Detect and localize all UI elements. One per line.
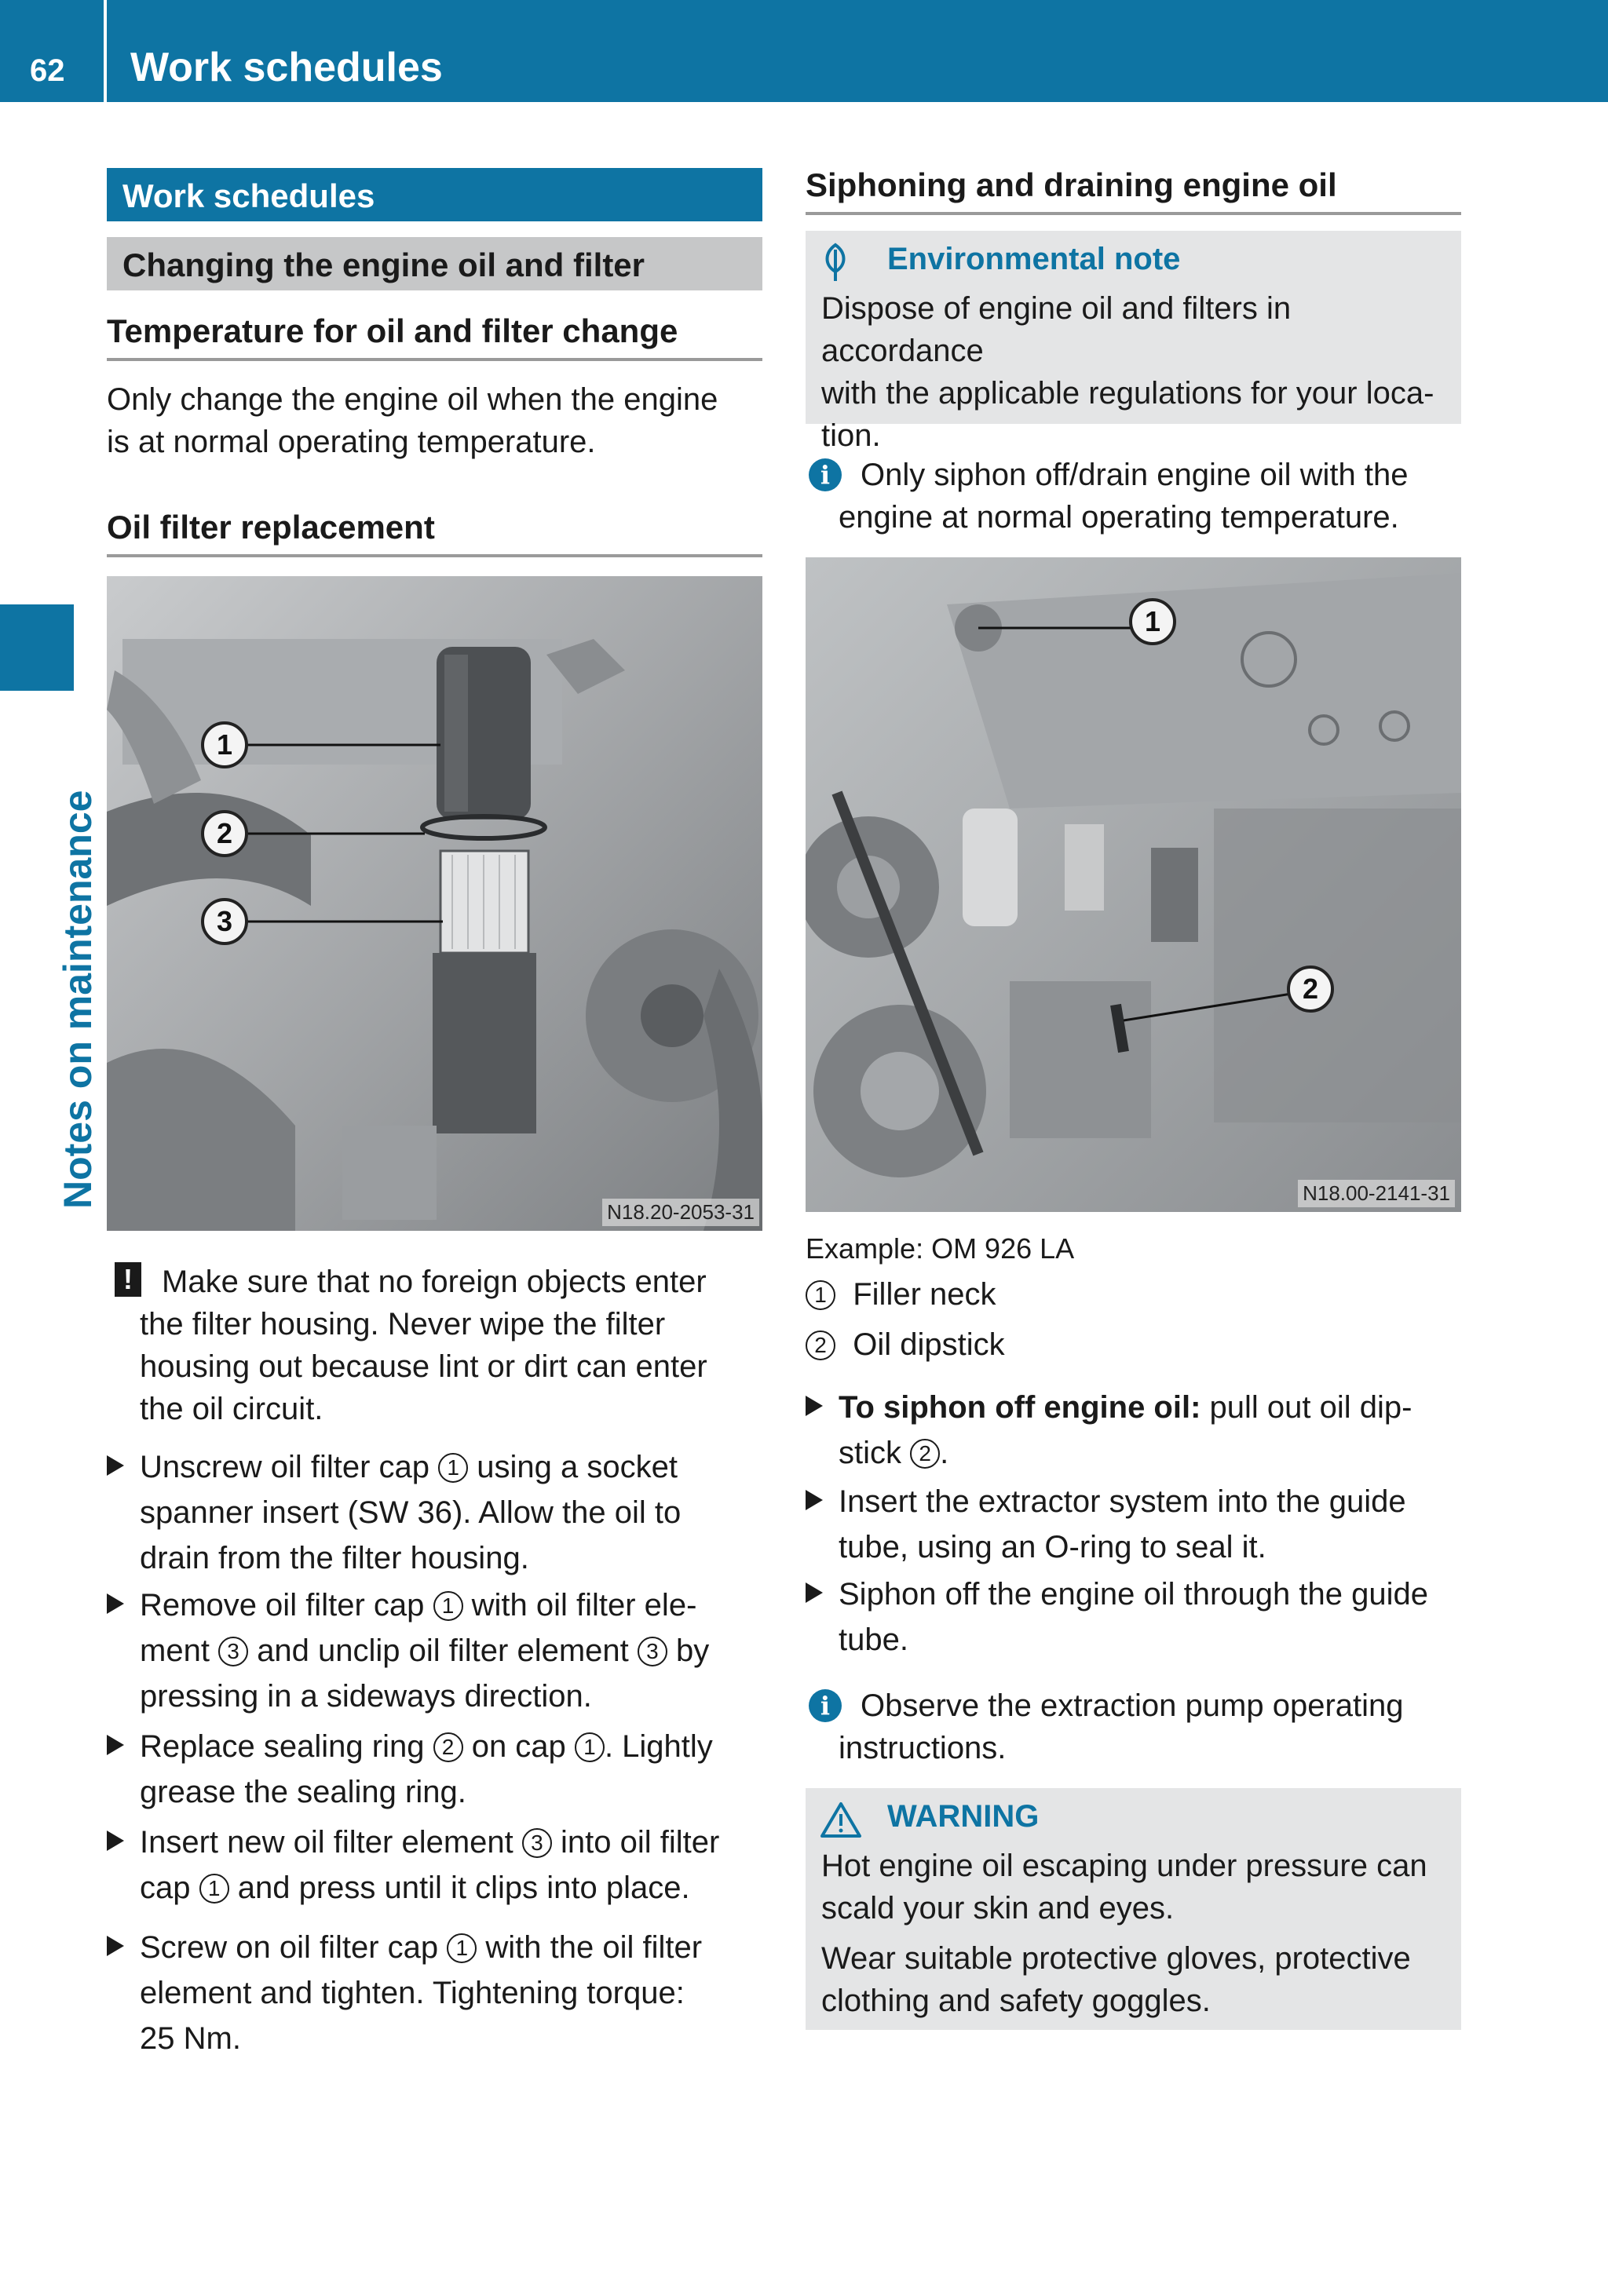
step-replace-ring: Replace sealing ring 2 on cap 1 . Lightly grease the sealing ring. [107,1724,774,1815]
heading-temperature: Temperature for oil and filter change [107,312,678,349]
environmental-note-text: Dispose of engine oil and filters in accordance with the applicable regulations for your loca- tion. [821,291,1434,453]
legend-filler-neck: 1 Filler neck [806,1273,996,1316]
chapter-tab [0,604,74,691]
bullet-arrow-icon [107,1735,124,1755]
info-extraction-pump: Observe the extraction pump operating instructions. [839,1688,1404,1765]
step-siphon-dipstick: To siphon off engine oil: pull out oil dip- stick 2 . [806,1385,1473,1476]
bullet-arrow-icon [806,1396,823,1416]
page-header [0,0,1608,102]
page-title: Work schedules [130,45,443,90]
subsection-bar: Changing the engine oil and filter [107,237,762,290]
page-number: 62 [30,53,65,88]
warning-text-2: Wear suitable protective gloves, protective clothing and safety goggles. [821,1941,1411,2018]
engine-illustration [107,576,762,1231]
heading-rule [806,212,1461,215]
callout-1: 1 [1129,598,1176,645]
step-screw-on: Screw on oil filter cap 1 with the oil filter element and tighten. Tightening torque: 25 Nm. [107,1925,774,2061]
figure-code: N18.20-2053-31 [602,1199,759,1226]
bullet-arrow-icon [107,1831,124,1851]
step-siphon-guide-tube: Siphon off the engine oil through the guide tube. [806,1571,1473,1663]
engine-oil-figure [806,557,1461,1212]
warning-title: WARNING [887,1799,1040,1834]
warning-text-1: Hot engine oil escaping under pressure can scald your skin and eyes. [821,1849,1427,1926]
caution-icon: ! [115,1262,141,1297]
section-bar: Work schedules [107,168,762,221]
bullet-arrow-icon [107,1455,124,1476]
info-icon: i [809,1689,842,1722]
temperature-paragraph: Only change the engine oil when the engine is at normal operating temperature. [107,382,718,459]
callout-1: 1 [201,721,248,768]
step-insert-extractor: Insert the extractor system into the guide tube, using an O-ring to seal it. [806,1479,1473,1570]
heading-rule [107,554,762,557]
heading-rule [107,358,762,361]
example-caption: Example: OM 926 LA [806,1232,1075,1265]
heading-siphoning: Siphoning and draining engine oil [806,166,1337,203]
chapter-label: Notes on maintenance [56,790,100,1209]
step-remove: Remove oil filter cap 1 with oil filter ele- ment 3 and unclip oil filter element 3 by pressing in a sideways direction. [107,1582,774,1719]
step-insert-element: Insert new oil filter element 3 into oil filter cap 1 and press until it clips into place. [107,1820,774,1911]
info-operating-temperature: Only siphon off/drain engine oil with the engine at normal operating temperature. [839,458,1409,535]
step-unscrew: Unscrew oil filter cap 1 using a socket spanner insert (SW 36). Allow the oil to drain from the filter housing. [107,1444,774,1581]
callout-2: 2 [201,810,248,857]
engine-illustration [806,557,1461,1212]
leaf-icon [820,242,851,283]
oil-filter-figure [107,576,762,1231]
environmental-note-title: Environmental note [887,242,1181,276]
bullet-arrow-icon [806,1490,823,1510]
caution-text: Make sure that no foreign objects enter the filter housing. Never wipe the filter housing out because lint or dirt can enter the oil circuit. [140,1265,707,1426]
bullet-arrow-icon [107,1593,124,1614]
heading-oil-filter: Oil filter replacement [107,509,435,546]
bullet-arrow-icon [806,1582,823,1603]
warning-box [806,1788,1461,2030]
environmental-note [806,231,1461,453]
warning-triangle-icon [820,1801,862,1838]
bullet-arrow-icon [107,1936,124,1956]
callout-3: 3 [201,898,248,945]
callout-2: 2 [1287,965,1334,1013]
header-divider [104,0,107,102]
legend-oil-dipstick: 2 Oil dipstick [806,1323,1005,1366]
info-icon: i [809,458,842,491]
figure-code: N18.00-2141-31 [1298,1180,1455,1207]
